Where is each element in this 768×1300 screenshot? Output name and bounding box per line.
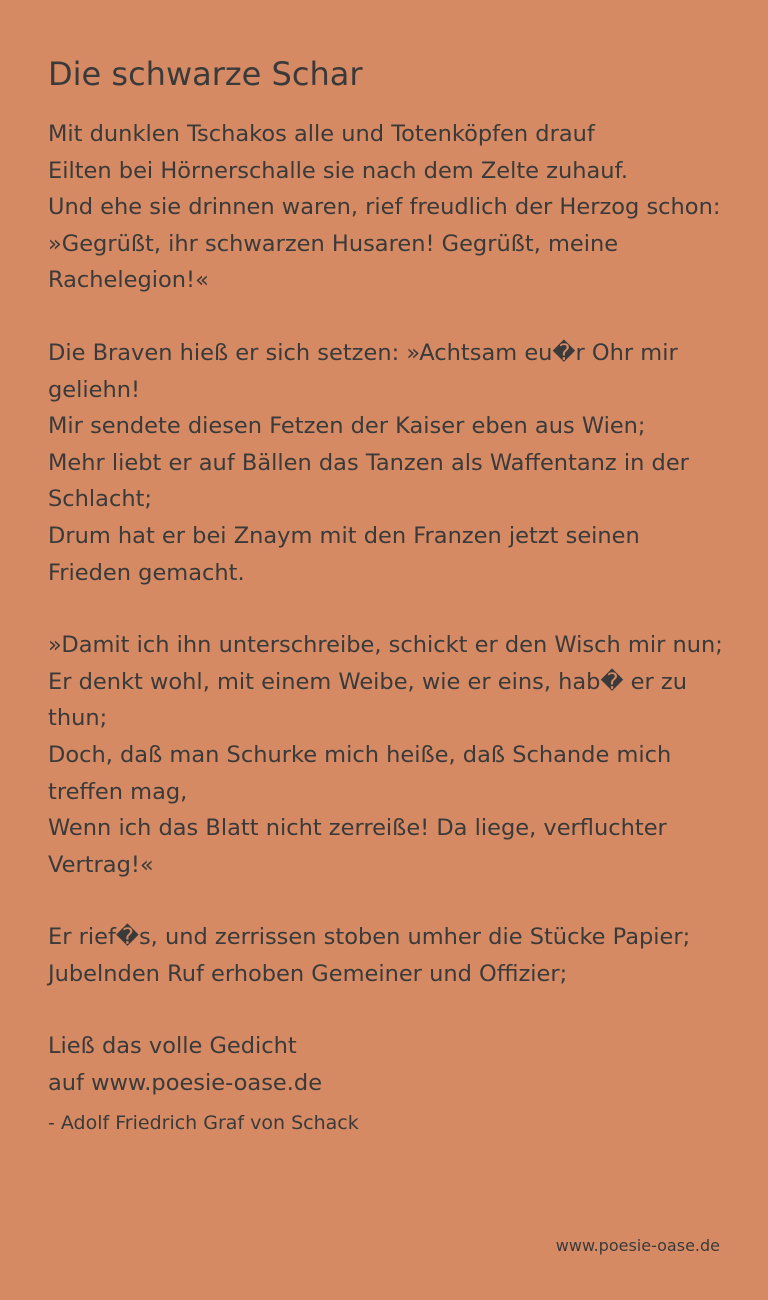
full-poem-note — [48, 1028, 728, 1101]
poem-line: »Damit ich ihn unterschreibe, schickt er den Wisch mir nun; — [48, 632, 723, 659]
full-poem-note-line: Ließ das volle Gedicht — [48, 1033, 297, 1060]
poem-line: Doch, daß man Schurke mich heiße, daß Schande mich treffen mag, — [48, 741, 672, 805]
footer-url[interactable]: www.poesie-oase.de — [555, 1236, 720, 1255]
poem-line: Drum hat er bei Znaym mit den Franzen jetzt seinen Frieden gemacht. — [48, 522, 640, 586]
poem-title: Die schwarze Schar — [48, 55, 363, 93]
poem-line: Er denkt wohl, mit einem Weibe, wie er eins, hab� er zu thun; — [48, 668, 687, 732]
poem-line: Jubelnden Ruf erhoben Gemeiner und Offizier; — [48, 960, 568, 987]
poem-line: Er rief�s, und zerrissen stoben umher die Stücke Papier; — [48, 924, 691, 951]
poem-line: Die Braven hieß er sich setzen: »Achtsam eu�r Ohr mir geliehn! — [48, 339, 678, 403]
stanza-1 — [48, 116, 728, 299]
stanza-2 — [48, 335, 728, 591]
full-poem-link[interactable]: auf www.poesie-oase.de — [48, 1070, 323, 1097]
poem-line: Mehr liebt er auf Bällen das Tanzen als Waffentanz in der Schlacht; — [48, 449, 689, 513]
stanza-4 — [48, 919, 728, 992]
stanza-3 — [48, 627, 728, 883]
poem-line: Und ehe sie drinnen waren, rief freudlich der Herzog schon: — [48, 194, 721, 221]
poem-line: Mit dunklen Tschakos alle und Totenköpfen drauf — [48, 121, 595, 147]
poem-author: - Adolf Friedrich Graf von Schack — [48, 1111, 359, 1134]
poem-line: »Gegrüßt, ihr schwarzen Husaren! Gegrüßt, meine Rachelegion!« — [48, 230, 619, 294]
poem-line: Mir sendete diesen Fetzen der Kaiser eben aus Wien; — [48, 413, 646, 440]
poem-line: Eilten bei Hörnerschalle sie nach dem Zelte zuhauf. — [48, 157, 628, 184]
poem-line: Wenn ich das Blatt nicht zerreiße! Da liege, verfluchter Vertrag!« — [48, 815, 667, 878]
poem-card — [48, 52, 728, 1138]
